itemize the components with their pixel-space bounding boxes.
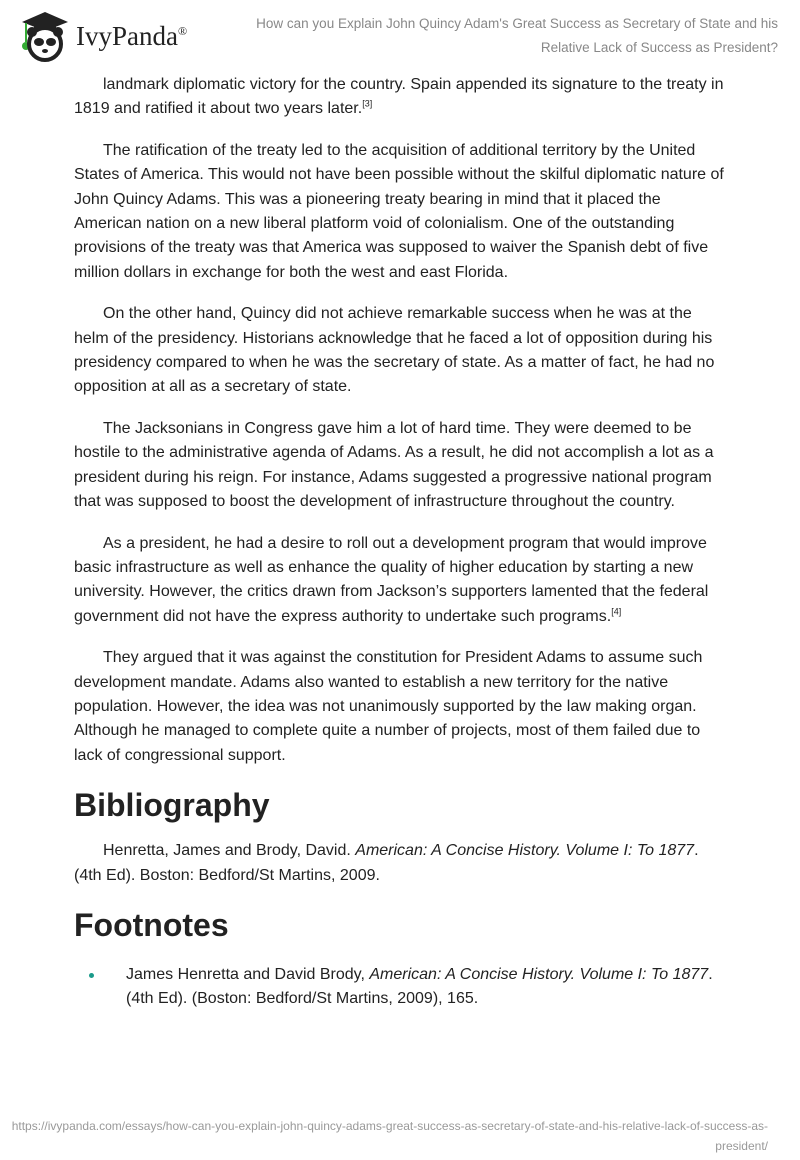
paragraph: The Jacksonians in Congress gave him a lot of hard time. They were deemed to be hostile to the administrative agenda of Adams. As a result, he did not accomplish a lot as a president during his reign. For instance, Adams suggested a progressive national program that was supposed to boost the development of infrastructure throughout the country. <box>74 419 714 511</box>
essay-body <box>74 73 724 1012</box>
footnote-ref[interactable]: [3] <box>362 99 373 110</box>
paragraph: They argued that it was against the constitution for President Adams to assume such development mandate. Adams also wanted to establish a new territory for the native population. However, the idea was not unanimously supported by the law making organ. Although he managed to complete quite a number of projects, most of them failed due to lack of congressional support. <box>74 649 703 764</box>
page-header <box>0 0 800 70</box>
ivypanda-logo[interactable] <box>20 10 187 62</box>
bibliography-entry: Henretta, James and Brody, David. American: A Concise History. Volume I: To 1877. (4th Ed). Boston: Bedford/St Martins, 2009. <box>74 842 699 884</box>
bibliography-heading: Bibliography <box>74 787 270 824</box>
paragraph: landmark diplomatic victory for the country. Spain appended its signature to the treaty in 1819 and ratified it about two years later.[3] <box>74 76 724 118</box>
page-url[interactable]: https://ivypanda.com/essays/how-can-you-explain-john-quincy-adams-great-success-as-secretary-of-state-and-his-relative-lack-of-success-as-president/ <box>11 1119 768 1153</box>
bullet-icon <box>89 973 94 978</box>
footnotes-heading: Footnotes <box>74 906 229 943</box>
paragraph: On the other hand, Quincy did not achieve remarkable success when he was at the helm of the presidency. Historians acknowledge that he faced a lot of opposition during his presidency compared to when he was the secretary of state. As a matter of fact, he had no opposition at all as a secretary of state. <box>74 305 715 396</box>
logo-text: IvyPanda® <box>76 20 188 51</box>
footnotes-list <box>74 963 724 1012</box>
document-title: How can you Explain John Quincy Adam's Great Success as Secretary of State and his Relative Lack of Success as President? <box>256 16 778 55</box>
panda-graduate-icon <box>20 10 70 62</box>
footnote-item: James Henretta and David Brody, American: A Concise History. Volume I: To 1877. (4th Ed). (Boston: Bedford/St Martins, 2009), 165. <box>74 963 724 1012</box>
paragraph: As a president, he had a desire to roll out a development program that would improve basic infrastructure as well as enhance the quality of higher education by starting a new university. However, the critics drawn from Jackson’s supporters lamented that the federal government did not have the express authority to undertake such programs.[4] <box>74 534 709 625</box>
footnote-ref[interactable]: [4] <box>611 606 622 617</box>
paragraph: The ratification of the treaty led to the acquisition of additional territory by the United States of America. This would not have been possible without the skilful diplomatic nature of John Quincy Adams. This was a pioneering treaty bearing in mind that it placed the American nation on a new liberal platform void of colonialism. One of the outstanding provisions of the treaty was that America was supposed to waiver the Spanish debt of five million dollars in exchange for both the west and east Florida. <box>74 141 724 281</box>
